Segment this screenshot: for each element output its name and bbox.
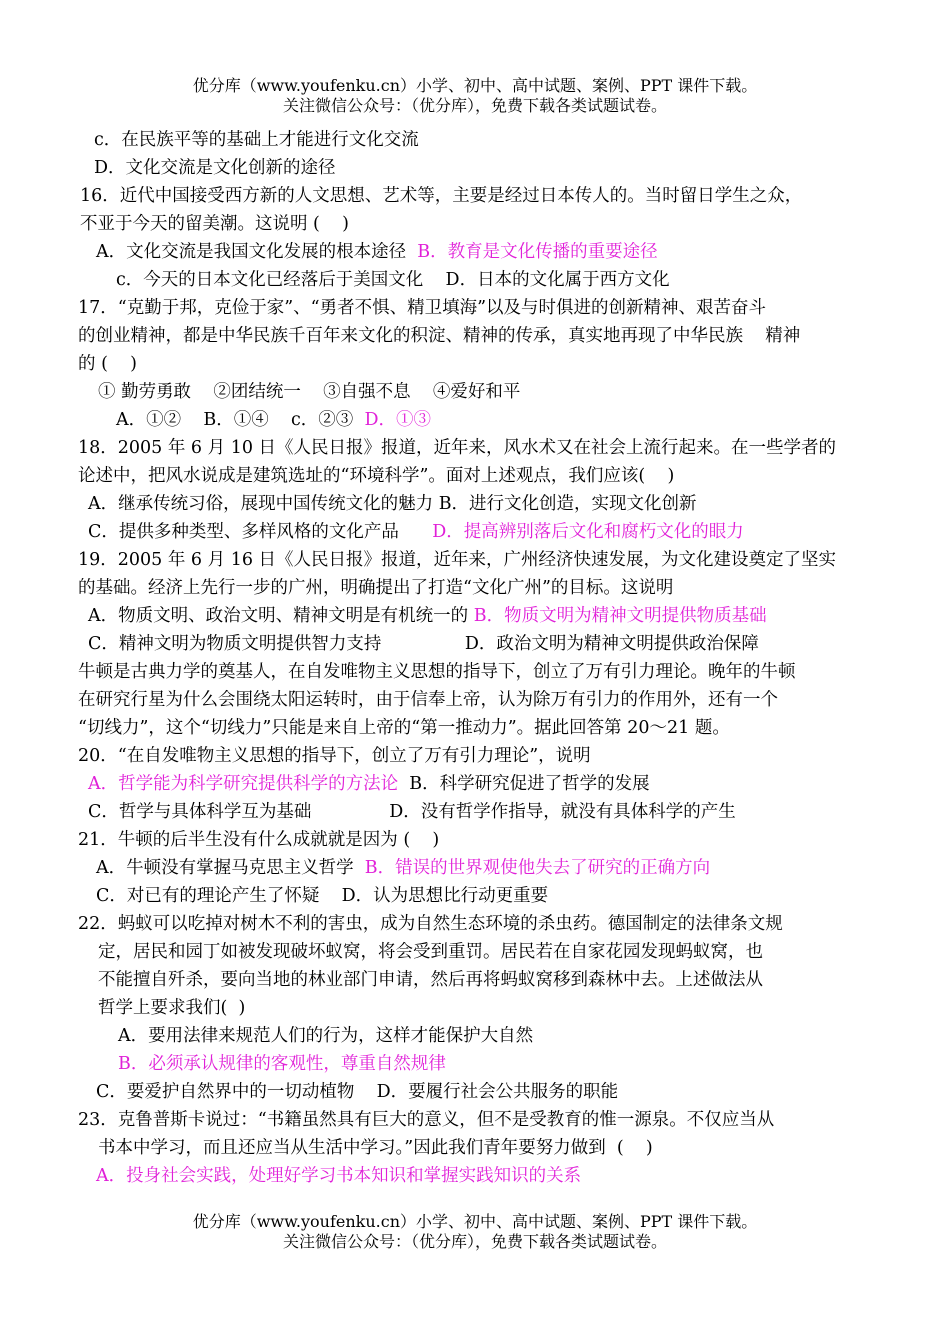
- q19-option-a: A．物质文明、政治文明、精神文明是有机统一的: [88, 606, 469, 626]
- q22-answer-b: B．必须承认规律的客观性，尊重自然规律: [118, 1054, 446, 1074]
- q22-stem-line-3: 不能擅自歼杀，要向当地的林业部门申请，然后再将蚂蚁窝移到森林中去。上述做法从: [98, 970, 763, 990]
- q21-option-a: A．牛顿没有掌握马克思主义哲学: [96, 858, 354, 878]
- header-line-2: 关注微信公众号：（优分库），免费下载各类试题试卷。: [282, 96, 667, 115]
- q23-stem-line-1: 23．克鲁普斯卡说过：“书籍虽然具有巨大的意义，但不是受教育的惟一源泉。不仅应当从: [78, 1110, 775, 1130]
- q19-stem-line-1: 19．2005 年 6 月 16 日《人民日报》报道，近年来，广州经济快速发展，为文化建设奠定了坚实: [78, 550, 837, 570]
- q17-stem-line-1: 17．“克勤于邦，克俭于家”、“勇者不惧、精卫填海”以及与时俱进的创新精神、艰苦奋斗: [78, 298, 767, 318]
- q16-options-cd: c．今天的日本文化已经落后于美国文化 D．日本的文化属于西方文化: [116, 270, 670, 290]
- q17-answer-d: D．①③: [364, 410, 431, 430]
- footer-line-1: 优分库（www.youfenku.cn）小学、初中、高中试题、案例、PPT 课件下载。: [192, 1212, 758, 1231]
- q17-options: [116, 406, 431, 434]
- q20-options-cd: C．哲学与具体科学互为基础 D．没有哲学作指导，就没有具体科学的产生: [88, 802, 736, 822]
- q23-answer-a: A．投身社会实践，处理好学习书本知识和掌握实践知识的关系: [96, 1166, 582, 1186]
- q21-stem: 21．牛顿的后半生没有什么成就就是因为 ( ): [78, 830, 440, 850]
- q22-stem-line-1: 22．蚂蚁可以吃掉对树木不利的害虫，成为自然生态环境的杀虫药。德国制定的法律条文规: [78, 914, 783, 934]
- q20-options-ab: [88, 770, 650, 798]
- q22-stem-line-4: 哲学上要求我们( ): [98, 998, 246, 1018]
- q18-answer-d: D．提高辨别落后文化和腐朽文化的眼力: [432, 522, 744, 542]
- q16-stem-line-1: 16．近代中国接受西方新的人文思想、艺术等，主要是经过日本传人的。当时留日学生之众，: [80, 186, 803, 206]
- q22-options-cd: C．要爱护自然界中的一切动植物 D．要履行社会公共服务的职能: [96, 1082, 619, 1102]
- q22-option-a: A．要用法律来规范人们的行为，这样才能保护大自然: [118, 1026, 534, 1046]
- q19-options-cd: C．精神文明为物质文明提供智力支持 D．政治文明为精神文明提供政治保障: [88, 634, 759, 654]
- q18-options-ab: A．继承传统习俗，展现中国传统文化的魅力 B．进行文化创造，实现文化创新: [88, 494, 697, 514]
- q18-options-cd: [88, 518, 744, 546]
- header-line-1: 优分库（www.youfenku.cn）小学、初中、高中试题、案例、PPT 课件下载。: [192, 76, 758, 95]
- q20-stem: 20．“在自发唯物主义思想的指导下，创立了万有引力理论”，说明: [78, 746, 591, 766]
- q16-options-ab: [96, 238, 658, 266]
- q19-options-ab: [88, 602, 767, 630]
- q18-stem-line-2: 论述中，把风水说成是建筑选址的“环境科学”。面对上述观点，我们应该( ): [78, 466, 675, 486]
- page-footer: [0, 1212, 950, 1252]
- q19-stem-line-2: 的基础。经济上先行一步的广州，明确提出了打造“文化广州”的目标。这说明: [78, 578, 674, 598]
- q19-answer-b: B．物质文明为精神文明提供物质基础: [473, 606, 767, 626]
- passage-line-2: 在研究行星为什么会围绕太阳运转时，由于信奉上帝，认为除万有引力的作用外，还有一个: [78, 690, 778, 710]
- page-header: [0, 76, 950, 116]
- footer-line-2: 关注微信公众号：（优分库），免费下载各类试题试卷。: [282, 1232, 667, 1251]
- q18-stem-line-1: 18．2005 年 6 月 10 日《人民日报》报道，近年来，风水术又在社会上流行起来。在一些学者的: [78, 438, 837, 458]
- q21-answer-b: B．错误的世界观使他失去了研究的正确方向: [364, 858, 711, 878]
- q15-option-d: D．文化交流是文化创新的途径: [94, 158, 336, 178]
- q17-options-abc: A．①② B．①④ c．②③: [116, 410, 354, 430]
- passage-line-1: 牛顿是古典力学的奠基人，在自发唯物主义思想的指导下，创立了万有引力理论。晚年的牛顿: [78, 662, 796, 682]
- q15-option-c: c．在民族平等的基础上才能进行文化交流: [94, 130, 419, 150]
- q17-choices: ① 勤劳勇敢 ②团结统一 ③自强不息 ④爱好和平: [98, 382, 521, 402]
- q20-answer-a: A．哲学能为科学研究提供科学的方法论: [88, 774, 399, 794]
- q16-answer-b: B．教育是文化传播的重要途径: [417, 242, 658, 262]
- q16-option-a: A．文化交流是我国文化发展的根本途径: [96, 242, 407, 262]
- q23-stem-line-2: 书本中学习，而且还应当从生活中学习。”因此我们青年要努力做到 ( ): [98, 1138, 653, 1158]
- q17-stem-line-2: 的创业精神，都是中华民族千百年来文化的积淀、精神的传承，真实地再现了中华民族 精神: [78, 326, 801, 346]
- q20-option-b: B．科学研究促进了哲学的发展: [409, 774, 650, 794]
- q16-stem-line-2: 不亚于今天的留美潮。这说明 ( ): [80, 214, 349, 234]
- q22-stem-line-2: 定，居民和园丁如被发现破坏蚁窝，将会受到重罚。居民若在自家花园发现蚂蚁窝，也: [98, 942, 763, 962]
- q18-option-c: C．提供多种类型、多样风格的文化产品: [88, 522, 399, 542]
- q21-options-cd: C．对已有的理论产生了怀疑 D．认为思想比行动更重要: [96, 886, 549, 906]
- q17-stem-line-3: 的 ( ): [78, 354, 137, 374]
- q21-options-ab: [96, 854, 710, 882]
- passage-line-3: “切线力”，这个“切线力”只能是来自上帝的“第一推动力”。据此回答第 20～21 题。: [78, 718, 730, 738]
